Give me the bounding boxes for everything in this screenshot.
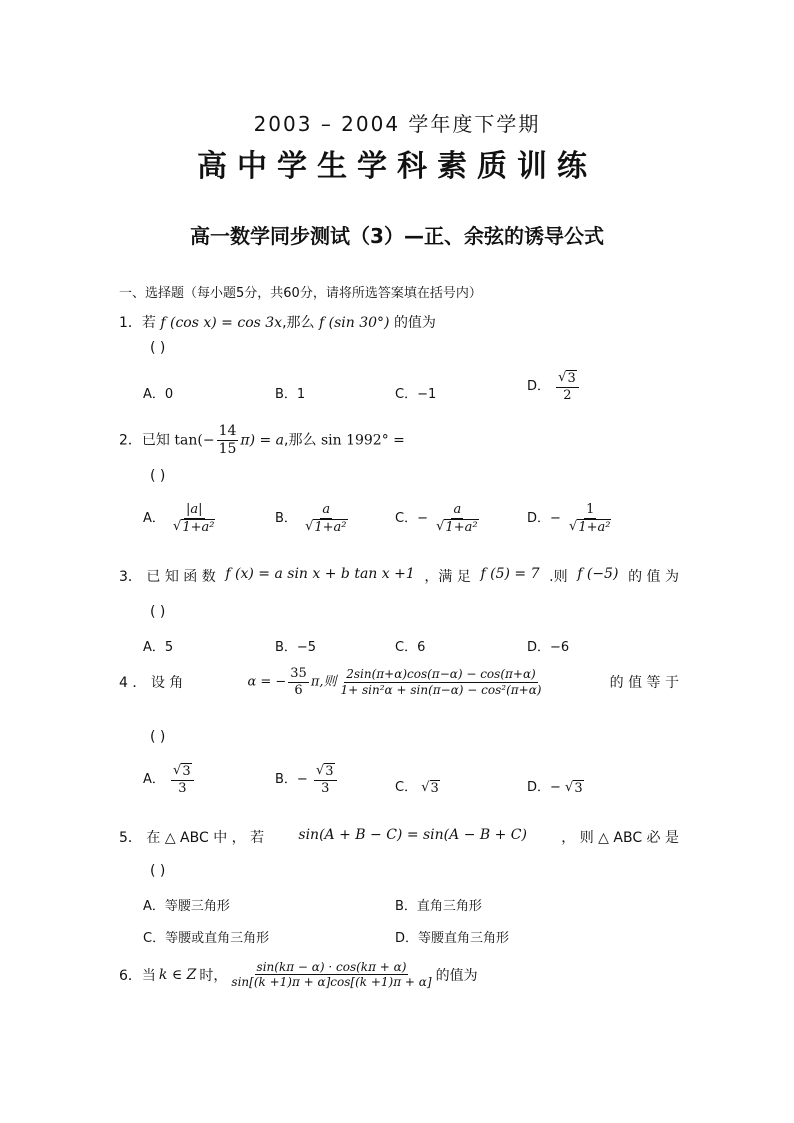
option-label: C．− <box>395 511 428 527</box>
question-number: 4 <box>119 675 128 692</box>
question-number: 1． <box>119 315 142 331</box>
radicand: 1+a² <box>445 519 478 535</box>
denominator: 6 <box>294 682 303 698</box>
option-label: D．− <box>527 780 561 795</box>
denominator: 15 <box>218 440 237 457</box>
answer-bracket[interactable]: ( ) <box>150 863 166 879</box>
math-expression: sin(A + B − C) = sin(A − B + C) <box>298 827 527 843</box>
fraction <box>171 763 194 796</box>
option-c[interactable] <box>395 502 483 535</box>
question-number: 6． <box>119 967 142 984</box>
question-2 <box>119 423 405 458</box>
option-c[interactable]: C．−1 <box>395 387 437 402</box>
radicand: 1+a² <box>182 519 215 535</box>
answer-bracket[interactable]: ( ) <box>150 468 166 484</box>
math-expression: f (x) = a sin x + b tan x +1 <box>225 566 415 582</box>
option-label: A． <box>143 772 165 788</box>
math-expression: f (sin 30°) <box>318 315 390 331</box>
question-text: 已知 <box>141 432 170 449</box>
question-3 <box>119 566 679 586</box>
option-a[interactable]: A．0 <box>143 387 174 402</box>
fraction <box>567 502 613 535</box>
option-a[interactable] <box>143 502 219 535</box>
question-text: ． 设 角 <box>132 675 184 692</box>
radicand: 1+a² <box>314 519 347 535</box>
question-text: ,那么 <box>284 432 317 449</box>
radicand: 3 <box>182 764 191 779</box>
sqrt: √ 3 <box>173 763 191 779</box>
sqrt: √ 3 <box>421 780 439 796</box>
denominator: 3 <box>178 780 187 796</box>
option-a[interactable]: A．5 <box>143 640 174 655</box>
question-text: 的 值 为 <box>628 569 679 585</box>
option-d[interactable]: D．等腰直角三角形 <box>395 931 510 946</box>
sqrt: √ 3 <box>565 780 583 796</box>
exam-subtitle: 高一数学同步测试（3）—正、余弦的诱导公式 <box>190 224 604 248</box>
numerator: sin(kπ − α) · cos(kπ + α) <box>256 960 407 974</box>
numerator: a <box>322 502 331 517</box>
question-number: 5． <box>119 830 142 846</box>
question-text: ,那么 <box>282 315 315 331</box>
option-a[interactable] <box>143 763 196 796</box>
numerator: a <box>453 502 462 517</box>
numerator: |a| <box>186 502 203 517</box>
math-expression: α = − <box>247 674 287 690</box>
denominator: 2 <box>563 387 572 403</box>
math-expression: f (cos x) = cos 3x <box>160 315 283 331</box>
exam-title: 高中学生学科素质训练 <box>197 149 597 184</box>
question-text: ， 则 △ ABC 必 是 <box>561 830 679 846</box>
option-d[interactable] <box>527 370 581 403</box>
option-c[interactable] <box>395 776 440 796</box>
radicand: 1+a² <box>578 519 611 535</box>
fraction <box>339 667 544 697</box>
question-number: 2． <box>119 432 142 449</box>
option-label: D． <box>527 379 551 395</box>
question-text: .则 <box>549 569 568 585</box>
option-label: D．− <box>527 511 561 527</box>
numerator: 1 <box>586 502 595 517</box>
question-1 <box>119 312 436 332</box>
answer-bracket[interactable]: ( ) <box>150 604 166 620</box>
fraction <box>288 666 309 698</box>
fraction <box>556 370 579 403</box>
denominator: 1+ sin²α + sin(π−α) − cos²(π+α) <box>340 682 542 697</box>
option-b[interactable]: B．直角三角形 <box>395 899 482 914</box>
fraction <box>229 960 433 990</box>
answer-bracket[interactable]: ( ) <box>150 340 166 356</box>
math-expression: f (5) = 7 <box>480 566 540 582</box>
numerator: 14 <box>218 423 237 439</box>
math-expression: π) = a <box>240 432 285 449</box>
fraction <box>434 502 480 535</box>
question-text: 时， <box>199 967 228 984</box>
option-b[interactable] <box>275 763 339 796</box>
fraction <box>217 423 239 458</box>
question-text: 的 值 等 于 <box>609 675 679 692</box>
math-expression: π,则 <box>310 674 337 690</box>
exam-year: 2003 – 2004 学年度下学期 <box>253 112 541 136</box>
radicand: 3 <box>325 764 334 779</box>
math-expression: f (−5) <box>577 566 619 582</box>
radicand: 3 <box>430 781 439 796</box>
question-text: 当 <box>141 967 156 984</box>
answer-bracket[interactable]: ( ) <box>150 729 166 745</box>
sqrt: √ 3 <box>315 763 334 779</box>
fraction <box>314 763 337 796</box>
denominator: sin[(k +1)π + α]cos[(k +1)π + α] <box>231 975 432 990</box>
radicand: 3 <box>574 781 583 796</box>
question-text: ，满 足 <box>424 569 471 585</box>
option-a[interactable]: A．等腰三角形 <box>143 899 230 914</box>
radicand: 3 <box>567 371 576 386</box>
option-c[interactable]: C．等腰或直角三角形 <box>143 931 270 946</box>
fraction <box>171 502 217 535</box>
numerator: 35 <box>290 666 307 681</box>
sqrt: √ 1+a² <box>569 518 611 535</box>
option-d[interactable] <box>527 502 615 535</box>
question-6 <box>119 960 478 990</box>
option-label: B．− <box>275 772 308 788</box>
question-text: 的值为 <box>393 315 436 331</box>
question-text: 在 △ ABC 中 ， 若 <box>146 830 265 846</box>
question-number: 3． <box>119 569 142 585</box>
option-label: A． <box>143 511 165 527</box>
question-text: 已 知 函 数 <box>146 569 216 585</box>
math-expression: k ∈ Z <box>158 966 197 983</box>
question-text: 若 <box>141 315 156 331</box>
sqrt: √ 1+a² <box>173 518 215 535</box>
section-heading: 一、选择题（每小题5分，共60分，请将所选答案填在括号内） <box>119 286 482 301</box>
question-4 <box>119 666 679 698</box>
option-b[interactable] <box>275 502 352 535</box>
math-expression: tan(− <box>174 432 215 449</box>
question-text: 的值为 <box>435 967 478 984</box>
option-c[interactable]: C．6 <box>395 640 426 655</box>
option-d[interactable] <box>527 776 584 796</box>
sqrt: √ 1+a² <box>305 518 347 535</box>
fraction <box>303 502 349 535</box>
option-label: C． <box>395 780 418 795</box>
numerator: 2sin(π+α)cos(π−α) − cos(π+α) <box>346 667 536 682</box>
option-d[interactable]: D．−6 <box>527 640 570 655</box>
denominator: 3 <box>321 780 330 796</box>
sqrt: √ 1+a² <box>436 518 478 535</box>
question-5 <box>119 827 679 847</box>
option-label: B． <box>275 511 297 527</box>
option-b[interactable]: B．1 <box>275 387 306 402</box>
sqrt: √ 3 <box>558 370 576 386</box>
math-expression: sin 1992° = <box>320 432 405 449</box>
option-b[interactable]: B．−5 <box>275 640 317 655</box>
